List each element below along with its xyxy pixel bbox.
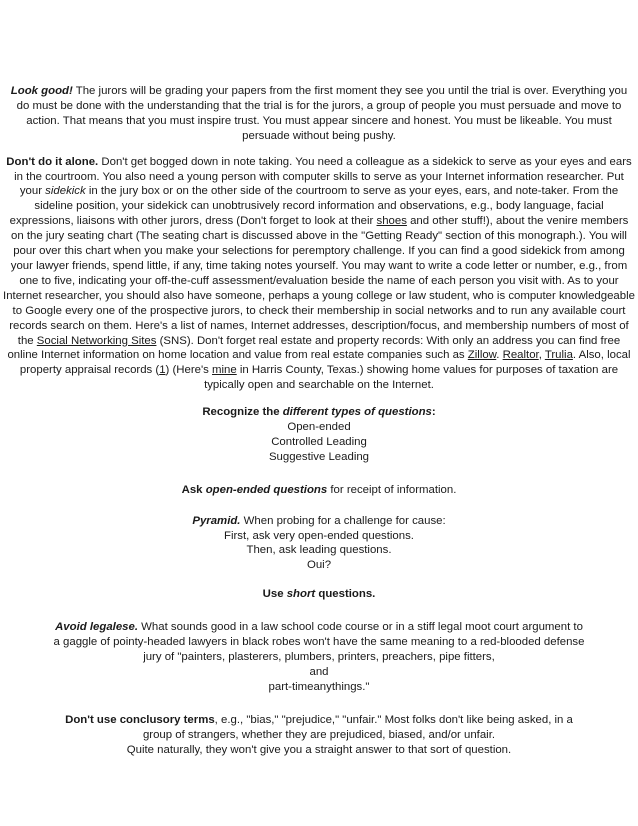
- document-page: [0, 84, 638, 757]
- question-types-section: [0, 405, 638, 465]
- question-types-heading: [0, 405, 638, 420]
- paragraph-text: What sounds good in a law school code course or in a stiff legal moot court argument to a gaggle of pointy-headed lawyers in black robes won't have the same meaning to a red-blooded defense jury of "painters, plasterers, plumbers, printers, preachers, pipe fitters,: [53, 621, 585, 663]
- question-type-item: Suggestive Leading: [268, 450, 370, 463]
- realtor-link[interactable]: Realtor: [502, 349, 539, 362]
- pyramid-line: Then, ask leading questions.: [246, 544, 392, 557]
- line-bold: questions.: [315, 588, 376, 601]
- paragraph-text: (SNS). Don't forget real estate and property records: With only an address you can find free online Internet information on home location and value from real estate companies such as: [7, 334, 621, 362]
- dont-do-it-alone-paragraph: [0, 155, 638, 394]
- conclusory-line: Quite naturally, they won't give you a straight answer to that sort of question.: [126, 743, 512, 756]
- question-type-item: Controlled Leading: [271, 435, 367, 448]
- legalese-text-line: [52, 620, 586, 665]
- conclusory-terms-heading: Don't use conclusory terms: [65, 713, 215, 726]
- paragraph-text: ) (Here's: [165, 364, 213, 377]
- paragraph-text: Don't get bogged down in note taking. You need a colleague as a sidekick to serve as your eyes and ears in the courtroom. You also need a young person with computer skills to serve as your Internet information researcher. Put your: [14, 155, 632, 198]
- heading-text: Recognize the: [202, 406, 283, 419]
- appraisal-records-link[interactable]: 1: [159, 364, 166, 377]
- pyramid-section: [0, 514, 638, 574]
- zillow-link[interactable]: Zillow: [467, 349, 497, 362]
- paragraph-text: ,: [538, 349, 545, 362]
- pyramid-line: Oui?: [306, 559, 332, 572]
- line-emphasis: open-ended questions: [205, 483, 328, 496]
- line-bold: Ask: [181, 483, 206, 496]
- shoes-link[interactable]: shoes: [376, 215, 407, 228]
- paragraph-text: in Harris County, Texas.) showing home values for purposes of taxation are typically open and searchable on the Internet.: [204, 364, 619, 392]
- avoid-legalese-heading: Avoid legalese.: [55, 621, 139, 634]
- paragraph-text: , e.g., "bias," "prejudice," "unfair." Most folks don't like being asked, in a group of strangers, whether they are prejudiced, biased, and/or unfair.: [142, 713, 573, 741]
- line-text: for receipt of information.: [327, 483, 457, 496]
- paragraph-text: . Also, local property appraisal records (: [19, 349, 631, 377]
- dont-do-it-alone-heading: Don't do it alone.: [6, 155, 99, 168]
- open-ended-line: [0, 483, 638, 498]
- legalese-line: and: [309, 665, 329, 678]
- social-networking-sites-link[interactable]: Social Networking Sites: [36, 334, 157, 347]
- line-bold: Use: [262, 588, 287, 601]
- look-good-text: The jurors will be grading your papers from the first moment they see you until the trial is over. Everything you do must be done with the understanding that the trial is for the jurors, a group of people you must persuade and move to action. That means that you must inspire trust. You must appear sincere and honest. You must be likeable. You must persuade without being pushy.: [16, 85, 628, 142]
- pyramid-line: First, ask very open-ended questions.: [224, 529, 414, 542]
- paragraph-text: in the jury box or on the other side of the courtroom to serve as your eyes, ears, and note-taker. From the sideline position, your sidekick can unobtrusively record information and observations, e.g., body language, facial expressions, liaisons with other jurors, dress (Don't forget to look at their: [9, 185, 619, 228]
- pyramid-heading: Pyramid.: [192, 514, 241, 527]
- conclusory-terms-paragraph: [0, 713, 638, 758]
- question-type-item: Open-ended: [287, 421, 351, 434]
- heading-text: :: [431, 406, 436, 419]
- heading-emphasis: different types of questions: [282, 406, 432, 419]
- line-emphasis: short: [286, 588, 316, 601]
- look-good-paragraph: [0, 84, 638, 144]
- short-questions-line: [0, 587, 638, 602]
- sidekick-emphasis: sidekick: [45, 185, 86, 198]
- conclusory-text-line: [64, 713, 574, 743]
- line-text: When probing for a challenge for cause:: [240, 514, 446, 527]
- legalese-line: part-timeanythings.": [268, 680, 370, 693]
- pyramid-heading-line: [0, 514, 638, 529]
- look-good-heading: Look good!: [10, 85, 73, 97]
- avoid-legalese-paragraph: [0, 620, 638, 695]
- trulia-link[interactable]: Trulia: [544, 349, 573, 362]
- paragraph-text: .: [496, 349, 503, 362]
- paragraph-text: and other stuff!), about the venire members on the jury seating chart (The seating chart is discussed above in the "Getting Ready" section of this monograph.). You will pour over this chart when you make your selections for peremptory challenge. If you can find a good sidekick from among your lawyer friends, spend little, if any, time taking notes yourself. You may want to write a code letter or number, e.g., from one to five, indicating your off-the-cuff assessment/evaluation beside the name of each person you visit with. As to your Internet researcher, you should also have someone, perhaps a young college or law student, who is computer knowledgeable to Google every one of the prospective jurors, to check their membership in social networks and to run any available court records search on them. Here's a list of names, Internet addresses, description/focus, and membership numbers of most of the: [3, 215, 635, 347]
- harris-county-link[interactable]: mine: [212, 364, 237, 377]
